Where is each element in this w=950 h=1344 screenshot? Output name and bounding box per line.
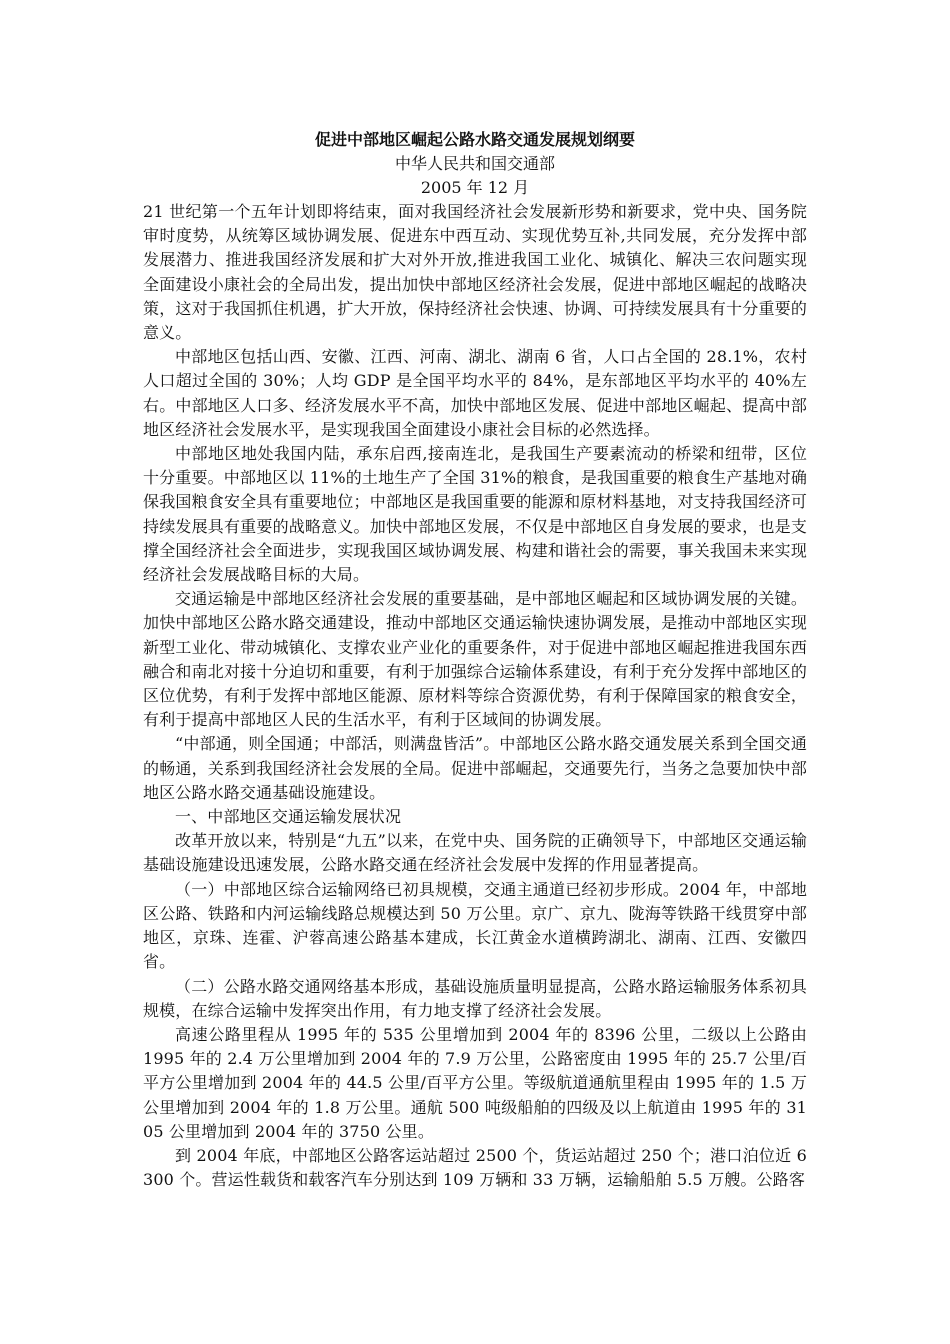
section-heading-1: 一、中部地区交通运输发展状况 xyxy=(175,807,402,827)
paragraph-subsection-1: （一）中部地区综合运输网络已初具规模，交通主通道已经初步形成。2004 年，中部地区公路、铁路和内河运输线路总规模达到 50 万公里。京广、京九、陇海等铁路干线贯穿中部地区，京珠、连霍、沪蓉高速公路基本建成，长江黄金水道横跨湖北、湖南、江西、安徽四省。 xyxy=(143,879,807,972)
paragraph-quote: “中部通，则全国通；中部活，则满盘皆活”。中部地区公路水路交通发展关系到全国交通的畅通，关系到我国经济社会发展的全局。促进中部崛起，交通要先行，当务之急要加快中部地区公路水路交通基础设施建设。 xyxy=(143,734,807,802)
document-date: 2005 年 12 月 xyxy=(420,178,530,197)
paragraph-intro: 21 世纪第一个五年计划即将结束，面对我国经济社会发展新形势和新要求，党中央、国务院审时度势，从统筹区域协调发展、促进东中西互动、实现优势互补,共同发展，充分发挥中部发展潜力、推进我国经济发展和扩大对外开放,推进我国工业化、城镇化、解决三农问题实现全面建设小康社会的全局出发，提出加快中部地区经济社会发展，促进中部地区崛起的战略决策，这对于我国抓住机遇，扩大开放，保持经济社会快速、协调、可持续发展具有十分重要的意义。 xyxy=(143,202,807,343)
document-title: 促进中部地区崛起公路水路交通发展规划纲要 xyxy=(314,130,635,149)
document-issuer: 中华人民共和国交通部 xyxy=(394,154,555,173)
paragraph-reform-progress: 改革开放以来，特别是“九五”以来，在党中央、国务院的正确领导下，中部地区交通运输基础设施建设迅速发展，公路水路交通在经济社会发展中发挥的作用显著提高。 xyxy=(143,831,807,875)
paragraph-transport-importance: 交通运输是中部地区经济社会发展的重要基础，是中部地区崛起和区域协调发展的关键。加快中部地区公路水路交通建设，推动中部地区交通运输快速协调发展，是推动中部地区实现新型工业化、带动城镇化、支撑农业产业化的重要条件，对于促进中部地区崛起推进我国东西融合和南北对接十分迫切和重要，有利于加强综合运输体系建设，有利于充分发挥中部地区的区位优势，有利于发挥中部地区能源、原材料等综合资源优势，有利于保障国家的粮食安全，有利于提高中部地区人民的生活水平，有利于区域间的协调发展。 xyxy=(143,589,807,730)
paragraph-highway-mileage: 高速公路里程从 1995 年的 535 公里增加到 2004 年的 8396 公里，二级以上公路由 1995 年的 2.4 万公里增加到 2004 年的 7.9 万公里，公路密度由 1995 年的 25.7 公里/百平方公里增加到 2004 年的 44.5 公里/百平方公里。等级航道通航里程由 1995 年的 1.5 万公里增加到 2004 年的 1.8 万公里。通航 500 吨级船舶的四级及以上航道由 1995 年的 3105 公里增加到 2004 年的 3750 公里。 xyxy=(143,1024,807,1141)
paragraph-central-region-overview: 中部地区包括山西、安徽、江西、河南、湖北、湖南 6 省，人口占全国的 28.1%，农村人口超过全国的 30%；人均 GDP 是全国平均水平的 84%，是东部地区平均水平的 40%左右。中部地区人口多、经济发展水平不高，加快中部地区发展、促进中部地区崛起、提高中部地区经济社会发展水平，是实现我国全面建设小康社会目标的必然选择。 xyxy=(143,347,807,439)
paragraph-subsection-2: （二）公路水路交通网络基本形成，基础设施质量明显提高，公路水路运输服务体系初具规模，在综合运输中发挥突出作用，有力地支撑了经济社会发展。 xyxy=(143,976,807,1020)
document-page xyxy=(143,128,807,1192)
paragraph-location-importance: 中部地区地处我国内陆，承东启西,接南连北，是我国生产要素流动的桥梁和纽带，区位十分重要。中部地区以 11%的土地生产了全国 31%的粮食，是我国重要的粮食生产基地对确保我国粮食安全具有重要地位；中部地区是我国重要的能源和原材料基地，对支持我国经济可持续发展具有重要的战略意义。加快中部地区发展，不仅是中部地区自身发展的要求，也是支撑全国经济社会全面进步，实现我国区域协调发展、构建和谐社会的需要，事关我国未来实现经济社会发展战略目标的大局。 xyxy=(143,444,807,585)
paragraph-stations: 到 2004 年底，中部地区公路客运站超过 2500 个，货运站超过 250 个；港口泊位近 6300 个。营运性载货和载客汽车分别达到 109 万辆和 33 万辆，运输船舶 5.5 万艘。公路客 xyxy=(143,1145,807,1190)
